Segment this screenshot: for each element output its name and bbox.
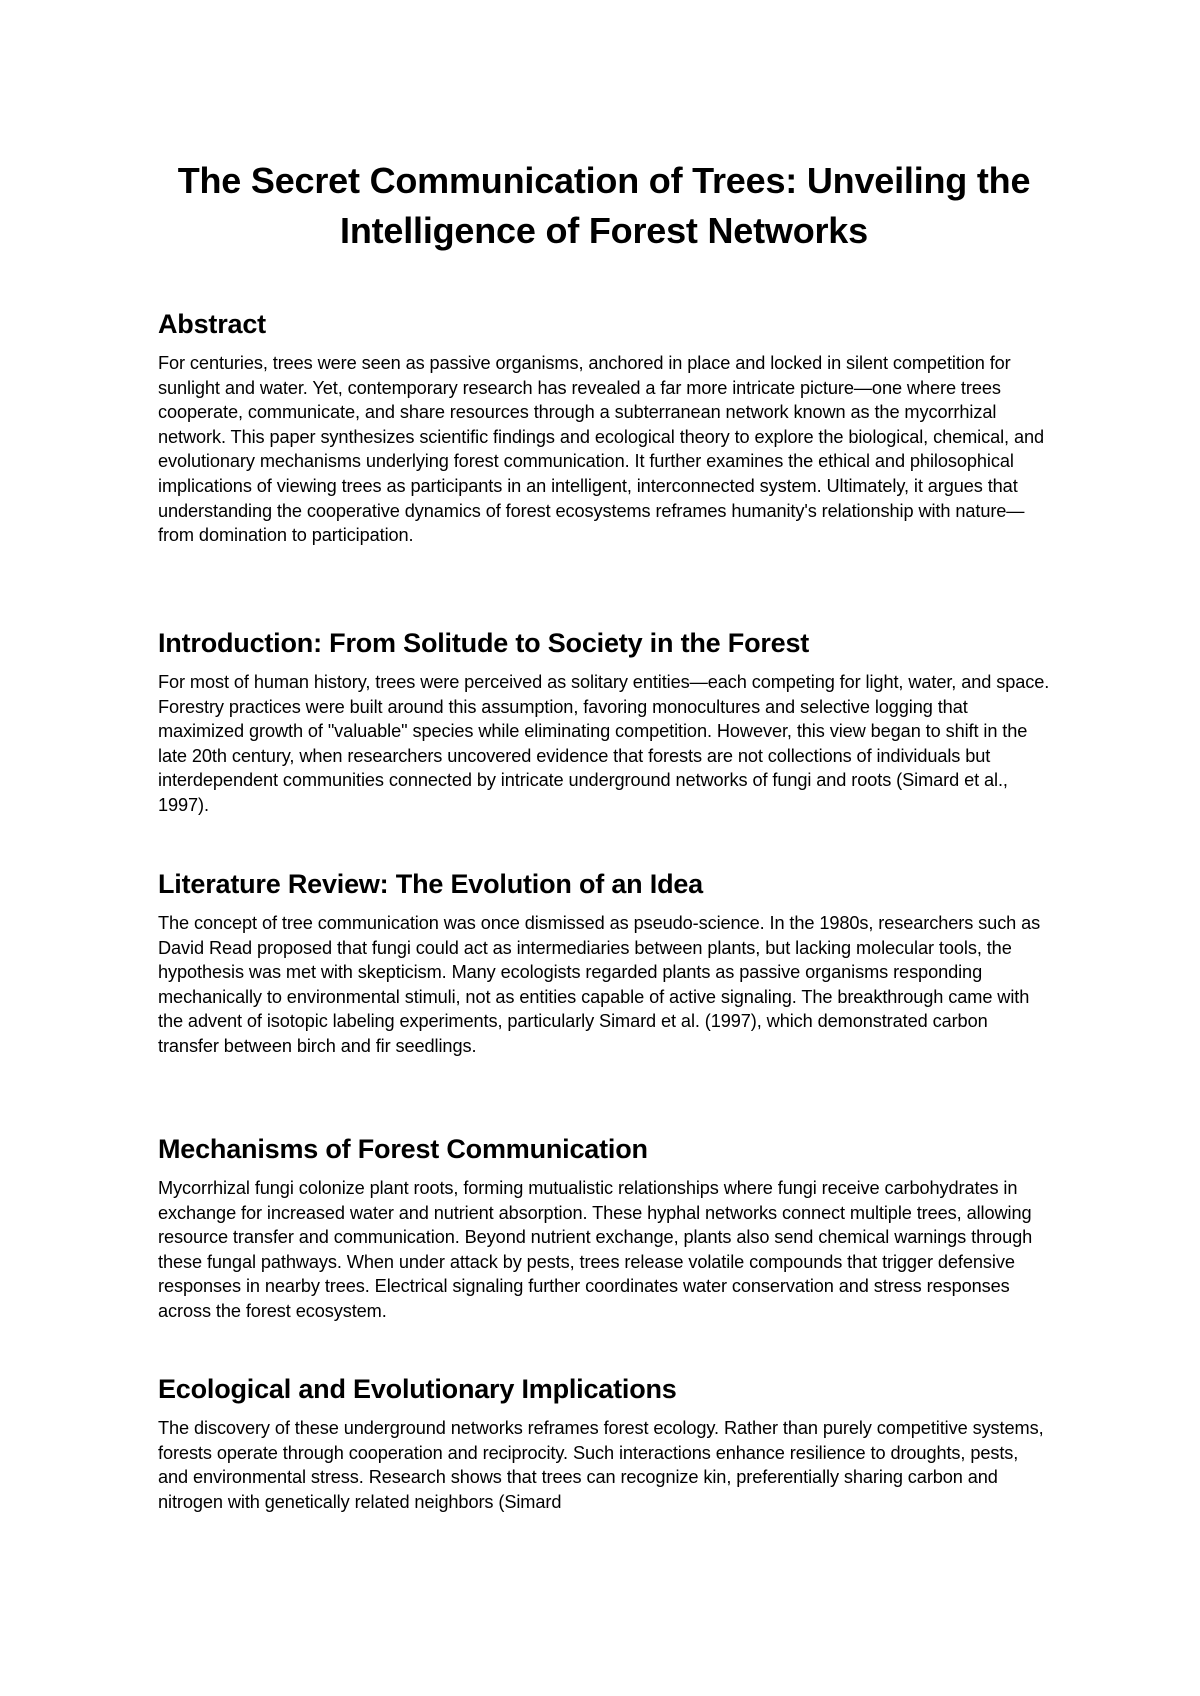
- section-heading: Mechanisms of Forest Communication: [158, 1134, 648, 1164]
- paper-title: The Secret Communication of Trees: Unveiling the Intelligence of Forest Networks: [177, 160, 1031, 251]
- section-literature-review: [158, 867, 1050, 1059]
- document-page: [158, 0, 1050, 1696]
- section-body: Mycorrhizal fungi colonize plant roots, forming mutualistic relationships where fungi receive carbohydrates in exchange for increased water and nutrient absorption. These hyphal networks connect multiple trees, allowing resource transfer and communication. Beyond nutrient exchange, plants also send chemical warnings through these fungal pathways. When under attack by pests, trees release volatile compounds that trigger defensive responses in nearby trees. Electrical signaling further coordinates water conservation and stress responses across the forest ecosystem.: [158, 1178, 1033, 1321]
- section-body: For most of human history, trees were perceived as solitary entities—each competing for light, water, and space. Forestry practices were built around this assumption, favoring monocultures and selective logging that maximized growth of "valuable" species while eliminating competition. However, this view began to shift in the late 20th century, when researchers uncovered evidence that forests are not collections of individuals but interdependent communities connected by intricate underground networks of fungi and roots (Simard et al., 1997).: [158, 672, 1050, 815]
- section-heading: Introduction: From Solitude to Society in the Forest: [158, 628, 810, 658]
- section-body: For centuries, trees were seen as passive organisms, anchored in place and locked in silent competition for sunlight and water. Yet, contemporary research has revealed a far more intricate picture—one where trees cooperate, communicate, and share resources through a subterranean network known as the mycorrhizal network. This paper synthesizes scientific findings and ecological theory to explore the biological, chemical, and evolutionary mechanisms underlying forest communication. It further examines the ethical and philosophical implications of viewing trees as participants in an intelligent, interconnected system. Ultimately, it argues that understanding the cooperative dynamics of forest ecosystems reframes humanity's relationship with nature—from domination to participation.: [158, 353, 1045, 546]
- section-abstract: [158, 307, 1050, 548]
- section-heading: Literature Review: The Evolution of an Idea: [158, 869, 703, 899]
- section-mechanisms: [158, 1132, 1050, 1324]
- section-body: The concept of tree communication was once dismissed as pseudo-science. In the 1980s, researchers such as David Read proposed that fungi could act as intermediaries between plants, but lacking molecular tools, the hypothesis was met with skepticism. Many ecologists regarded plants as passive organisms responding mechanically to environmental stimuli, not as entities capable of active signaling. The breakthrough came with the advent of isotopic labeling experiments, particularly Simard et al. (1997), which demonstrated carbon transfer between birch and fir seedlings.: [158, 913, 1041, 1056]
- section-heading: Ecological and Evolutionary Implications: [158, 1374, 677, 1404]
- section-body: The discovery of these underground networks reframes forest ecology. Rather than purely competitive systems, forests operate through cooperation and reciprocity. Such interactions enhance resilience to droughts, pests, and environmental stress. Research shows that trees can recognize kin, preferentially sharing carbon and nitrogen with genetically related neighbors (Simard: [158, 1418, 1044, 1512]
- section-ecological-implications: [158, 1372, 1050, 1540]
- section-heading: Abstract: [158, 309, 266, 339]
- section-introduction: [158, 626, 1050, 818]
